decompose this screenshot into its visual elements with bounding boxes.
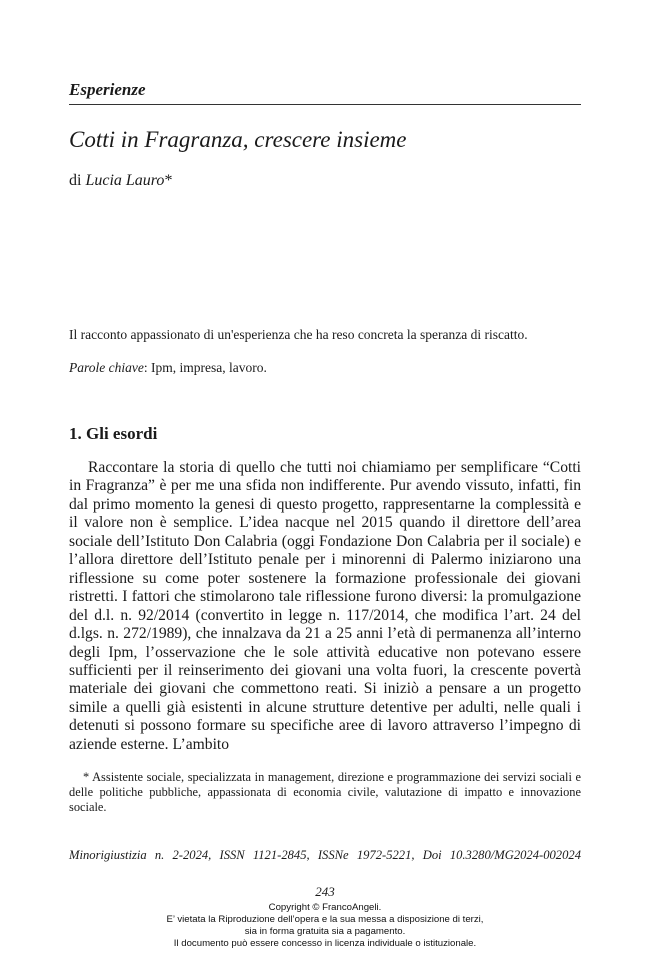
keywords-separator: : [143, 360, 148, 375]
copyright-line: E’ vietata la Riproduzione dell’opera e la sua messa a disposizione di terzi, [166, 914, 484, 925]
body-paragraph: Raccontare la storia di quello che tutti noi chiamiamo per semplificare “Cotti in Fragranza” è per me una sfida non indifferente. Pur avendo vissuto, infatti, fin dal primo momento la genesi di questo progetto, rappresentarne la complessità e il valore non è semplice. L’idea nacque nel 2015 quando il direttore dell’area sociale dell’Istituto Don Calabria (oggi Fondazione Don Calabria per il sociale) e l’allora direttore dell’Istituto penale per i minorenni di Palermo iniziarono una riflessione su come poter sostenere la formazione professionale dei giovani ristretti. I fattori che stimolarono tale riflessione furono diversi: la promulgazione del d.l. n. 92/2014 (convertito in legge n. 117/2014, che modifica l’art. 24 del d.lgs. n. 272/1989), che innalzava da 21 a 25 anni l’età di permanenza all’interno degli Ipm, l’osservazione che le sole attività educative non potevano essere sufficienti per il reinserimento dei giovani una volta fuori, la crescente povertà materiale dei giovani che commettono reati. Si iniziò a pensare a un progetto simile a quelli già esistenti in alcune strutture detentive per adulti, nelle quali i detenuti si possono formare su specifiche aree di lavoro attraverso l’impegno di aziende esterne. L’ambito [69, 459, 581, 753]
section-heading: 1. Gli esordi [69, 424, 158, 443]
copyright-line: sia in forma gratuita sia a pagamento. [244, 926, 406, 937]
copyright-notice [0, 902, 650, 950]
copyright-line: Il documento può essere concesso in licenza individuale o istituzionale. [173, 938, 477, 949]
keywords [69, 360, 581, 376]
keywords-label: Parole chiave [69, 360, 144, 375]
byline-prefix: di [69, 172, 82, 189]
header-rule [69, 104, 581, 105]
byline [69, 172, 172, 190]
journal-citation: Minorigiustizia n. 2-2024, ISSN 1121-2845, ISSNe 1972-5221, Doi 10.3280/MG2024-002024 [69, 848, 581, 862]
abstract: Il racconto appassionato di un'esperienza che ha reso concreta la speranza di riscatto. [69, 327, 528, 342]
author-footnote-mark: * [164, 172, 173, 189]
section-label: Esperienze [69, 80, 146, 99]
author-footnote: * Assistente sociale, specializzata in management, direzione e programmazione dei servizi sociali e delle politiche pubbliche, appassionata di economia civile, valutazione di impatto e innovazione sociale. [69, 770, 581, 814]
article-title: Cotti in Fragranza, crescere insieme [69, 127, 407, 152]
copyright-line: Copyright © FrancoAngeli. [268, 902, 382, 913]
author-name: Lucia Lauro [85, 172, 165, 189]
page-number: 243 [315, 884, 335, 899]
keywords-values: Ipm, impresa, lavoro. [147, 360, 267, 375]
